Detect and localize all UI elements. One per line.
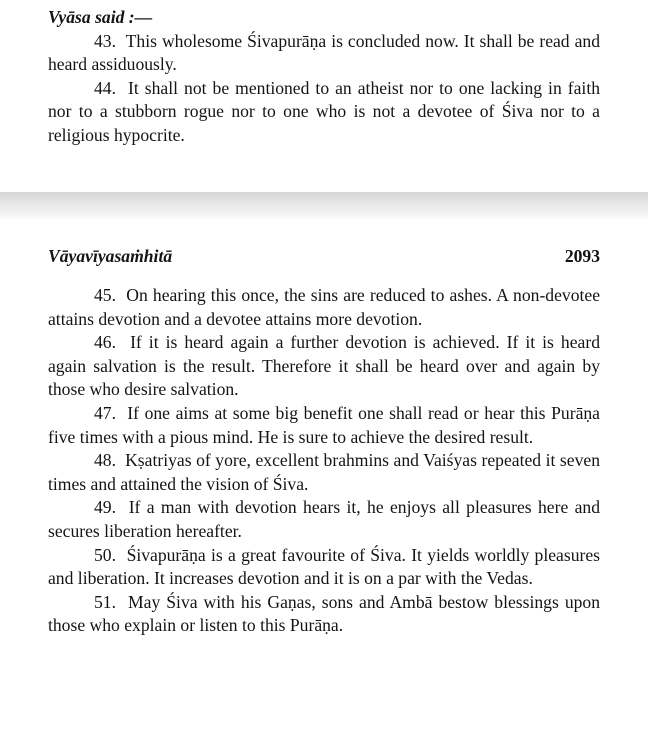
- verse-48: [48, 449, 600, 496]
- verse-44: [48, 77, 600, 148]
- running-title: Vāyavīyasaṁhitā: [48, 246, 173, 266]
- verse-number: 48.: [94, 450, 116, 471]
- verse-number: 46.: [94, 332, 116, 353]
- verse-text: It shall not be mentioned to an atheist nor to one lacking in faith nor to a stubborn rogue nor to one who is not a devotee of Śiva nor to a religious hypocrite.: [48, 77, 600, 145]
- verse-number: 50.: [94, 544, 116, 565]
- verse-46: [48, 331, 600, 402]
- verse-text: On hearing this once, the sins are reduced to ashes. A non-devotee attains devotion and a devotee attains more devotion.: [48, 285, 601, 329]
- page-number: 2093: [564, 246, 600, 266]
- verse-43: [48, 30, 600, 77]
- verse-45: [48, 284, 600, 331]
- verse-text: May Śiva with his Gaṇas, sons and Ambā bestow blessings upon those who explain or listen to this Purāṇa.: [48, 591, 601, 636]
- page-separator: [0, 192, 648, 220]
- verse-50: [48, 544, 600, 591]
- verse-text: This wholesome Śivapurāṇa is concluded now. It shall be read and heard assiduously.: [48, 30, 600, 75]
- verse-number: 47.: [94, 402, 116, 423]
- running-head: [48, 244, 600, 268]
- verse-47: [48, 402, 600, 449]
- verse-number: 43.: [94, 30, 116, 51]
- verse-number: 49.: [94, 497, 116, 518]
- verse-text: If a man with devotion hears it, he enjoys all pleasures here and secures liberation hereafter.: [48, 497, 600, 541]
- verse-number: 44.: [94, 77, 116, 98]
- verse-51: [48, 591, 600, 638]
- verse-text: If one aims at some big benefit one shall read or hear this Purāṇa five times with a pious mind. He is sure to achieve the desired result.: [48, 402, 600, 447]
- top-page-text: [48, 6, 600, 148]
- verse-49: [48, 496, 600, 543]
- bottom-page-text: [48, 284, 600, 638]
- verse-text: Śivapurāṇa is a great favourite of Śiva. It yields worldly pleasures and liberation. It increases devotion and it is on a par with the Vedas.: [48, 544, 601, 589]
- verse-number: 45.: [94, 285, 116, 305]
- verse-number: 51.: [94, 591, 116, 612]
- verse-text: Kṣatriyas of yore, excellent brahmins and Vaiśyas repeated it seven times and attained the vision of Śiva.: [48, 450, 600, 494]
- verse-text: If it is heard again a further devotion is achieved. If it is heard again salvation is the result. Therefore it shall be heard over and again by those who desire salvation.: [48, 332, 600, 400]
- speaker-heading: Vyāsa said :—: [48, 7, 153, 27]
